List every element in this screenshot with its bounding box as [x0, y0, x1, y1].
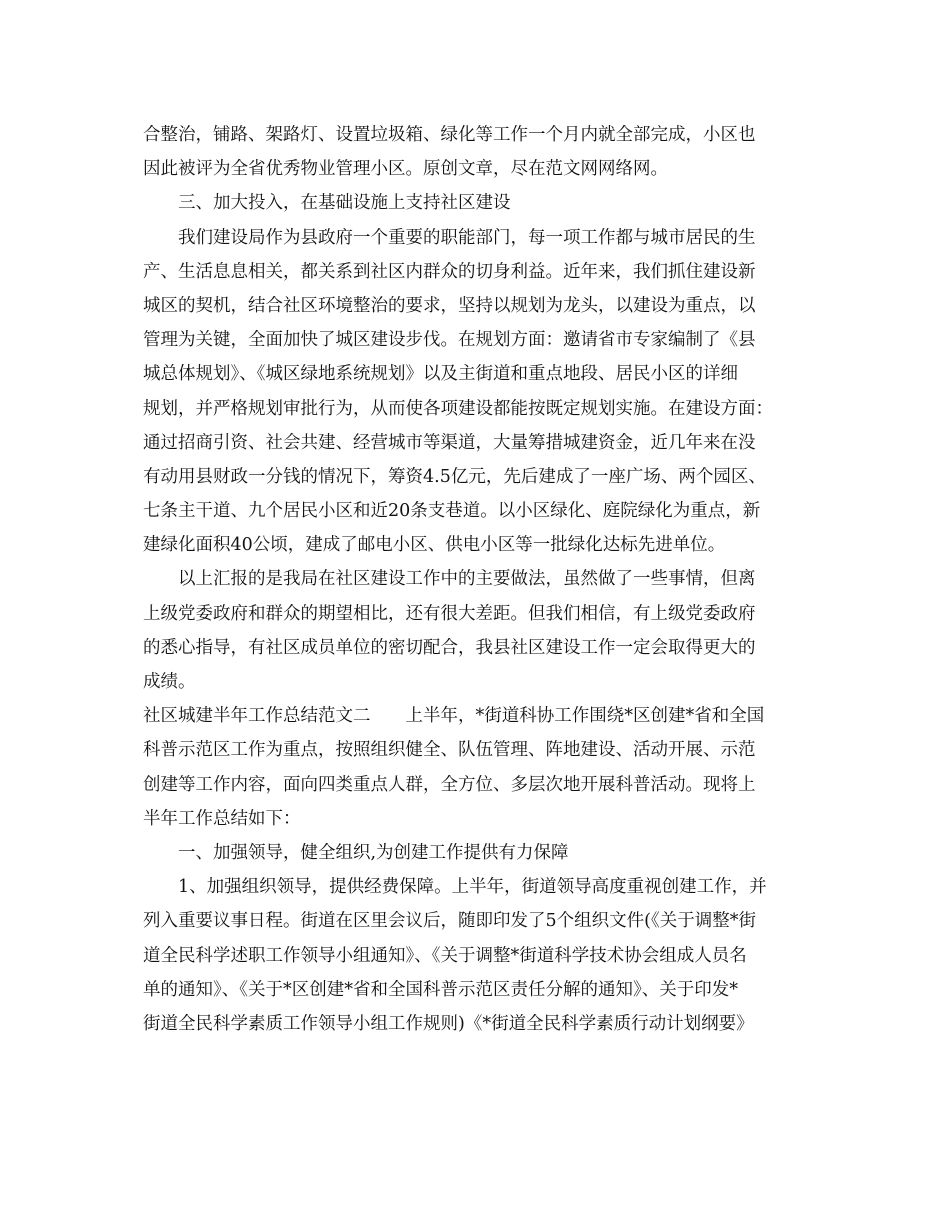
paragraph-first-line: 以上汇报的是我局在社区建设工作中的主要做法，虽然做了一些事情，但离 [178, 569, 756, 590]
document-body [143, 118, 803, 1041]
paragraph-first-line: 我们建设局作为县政府一个重要的职能部门，每一项工作都与城市居民的生 [178, 227, 756, 248]
text-line: 上级党委政府和群众的期望相比，还有很大差距。但我们相信，有上级党委政府 [143, 603, 756, 624]
text-line: 通过招商引资、社会共建、经营城市等渠道，大量筹措城建资金，近几年来在没 [143, 432, 756, 453]
text-line: 合整治，铺路、架路灯、设置垃圾箱、绿化等工作一个月内就全部完成，小区也 [143, 125, 756, 145]
text-line: 科普示范区工作为重点，按照组织健全、队伍管理、阵地建设、活动开展、示范 [143, 740, 756, 761]
text-line: 七条主干道、九个居民小区和近20条支巷道。以小区绿化、庭院绿化为重点，新 [143, 501, 761, 522]
text-line: 建绿化面积40公顷，建成了邮电小区、供电小区等一批绿化达标先进单位。 [143, 535, 726, 556]
text-line: 城区的契机，结合社区环境整治的要求，坚持以规划为龙头，以建设为重点，以 [143, 295, 756, 316]
text-line: 规划，并严格规划审批行为，从而使各项建设都能按既定规划实施。在建设方面： [143, 398, 773, 419]
text-line: 创建等工作内容，面向四类重点人群，全方位、多层次地开展科普活动。现将上 [143, 774, 756, 795]
text-line: 街道全民科学素质工作领导小组工作规则)《*街道全民科学素质行动计划纲要》 [143, 1013, 754, 1034]
paragraph-first-line: 三、加大投入，在基础设施上支持社区建设 [178, 193, 511, 214]
text-line: 单的通知》、《关于*区创建*省和全国科普示范区责任分解的通知》、关于印发* [143, 979, 738, 1000]
text-line: 管理为关键，全面加快了城区建设步伐。在规划方面：邀请省市专家编制了《县 [143, 330, 756, 351]
text-line: 成绩。 [143, 672, 196, 692]
text-line: 产、生活息息相关，都关系到社区内群众的切身利益。近年来，我们抓住建设新 [143, 261, 756, 282]
text-line: 道全民科学述职工作领导小组通知》、《关于调整*街道科学技术协会组成人员名 [143, 945, 747, 966]
paragraph-first-line: 1、加强组织领导，提供经费保障。上半年，街道领导高度重视创建工作，并 [178, 877, 767, 898]
text-line: 半年工作总结如下： [143, 808, 301, 829]
text-line: 列入重要议事日程。街道在区里会议后，随即印发了5个组织文件(《关于调整*街 [143, 911, 756, 932]
text-line: 有动用县财政一分钱的情况下，筹资4.5亿元，先后建成了一座广场、两个园区、 [143, 466, 766, 487]
text-line: 城总体规划》、《城区绿地系统规划》以及主街道和重点地段、居民小区的详细 [143, 364, 738, 385]
text-line: 社区城建半年工作总结范文二 上半年，*街道科协工作围绕*区创建*省和全国 [143, 706, 765, 727]
paragraph-first-line: 一、加强领导，健全组织,为创建工作提供有力保障 [178, 842, 569, 863]
text-line: 因此被评为全省优秀物业管理小区。原创文章，尽在范文网网络网。 [143, 159, 668, 180]
text-line: 的悉心指导，有社区成员单位的密切配合，我县社区建设工作一定会取得更大的 [143, 637, 756, 658]
